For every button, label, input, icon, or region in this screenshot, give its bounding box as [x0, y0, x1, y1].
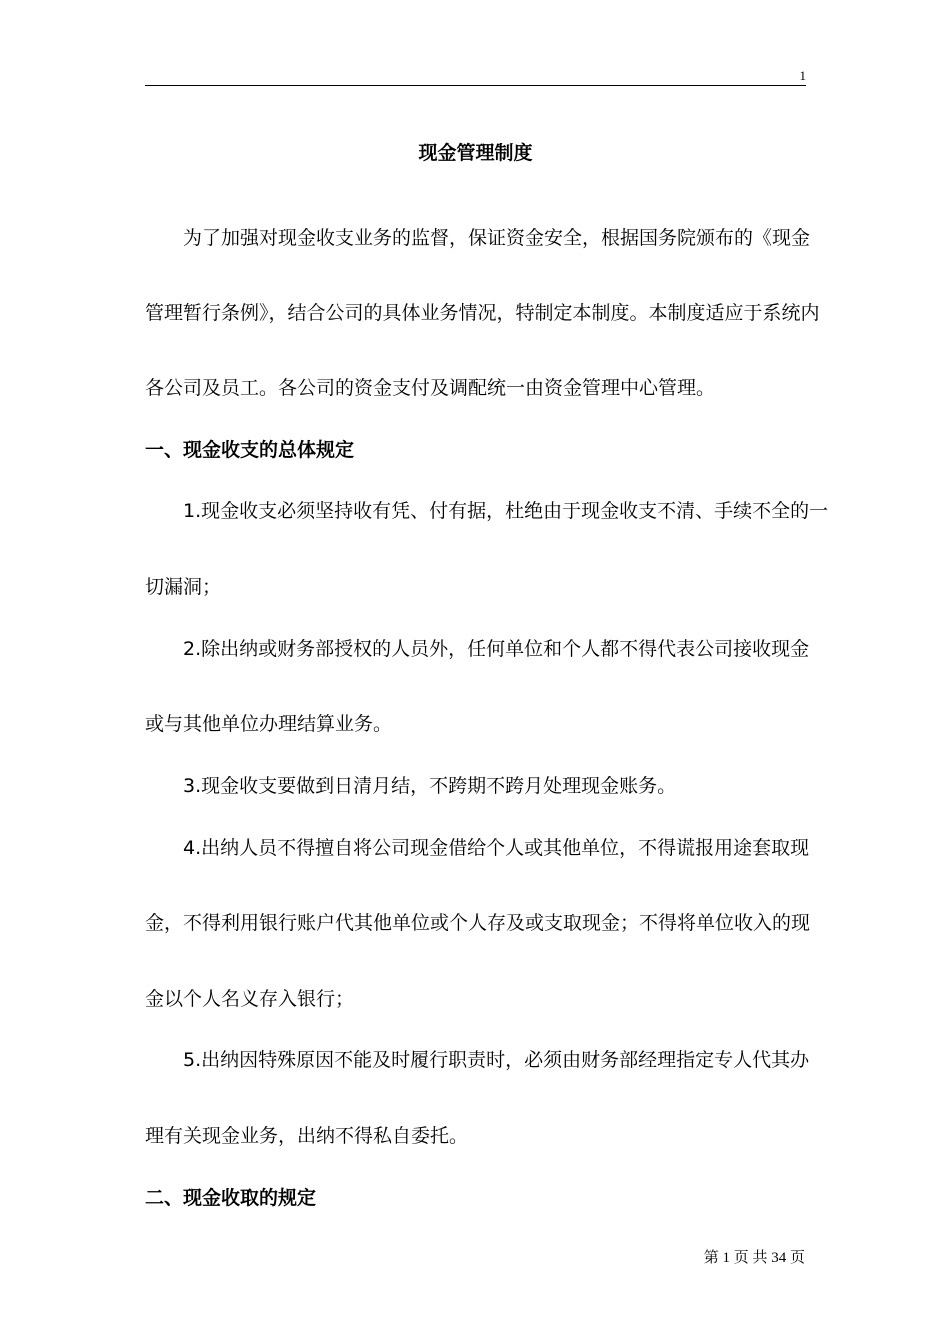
item5-line-1: 5.出纳因特殊原因不能及时履行职责时，必须由财务部经理指定专人代其办 [183, 1049, 810, 1071]
section-heading-1: 一、现金收支的总体规定 [145, 439, 355, 461]
intro-line-3: 各公司及员工。各公司的资金支付及调配统一由资金管理中心管理。 [145, 377, 716, 399]
header-rule [145, 85, 806, 86]
item1-line-2: 切漏洞； [145, 576, 222, 598]
item3-line-1: 3.现金收支要做到日清月结，不跨期不跨月处理现金账务。 [183, 775, 677, 797]
item4-line-3: 金以个人名义存入银行； [145, 988, 355, 1010]
footer-page-info: 第 1 页 共 34 页 [703, 1250, 805, 1266]
intro-line-2: 管理暂行条例》，结合公司的具体业务情况，特制定本制度。本制度适应于系统内 [145, 302, 820, 324]
item2-line-1: 2.除出纳或财务部授权的人员外，任何单位和个人都不得代表公司接收现金 [183, 638, 810, 660]
item2-line-2: 或与其他单位办理结算业务。 [145, 713, 393, 735]
item5-line-2: 理有关现金业务，出纳不得私自委托。 [145, 1125, 469, 1147]
item1-line-1: 1.现金收支必须坚持收有凭、付有据，杜绝由于现金收支不清、手续不全的一 [183, 500, 829, 522]
section-heading-2: 二、现金收取的规定 [145, 1187, 317, 1209]
item4-line-1: 4.出纳人员不得擅自将公司现金借给个人或其他单位，不得谎报用途套取现 [183, 837, 810, 859]
header-page-number: 1 [799, 68, 806, 83]
document-title: 现金管理制度 [418, 142, 533, 164]
item4-line-2: 金，不得利用银行账户代其他单位或个人存及或支取现金；不得将单位收入的现 [145, 912, 811, 934]
intro-line-1: 为了加强对现金收支业务的监督，保证资金安全，根据国务院颁布的《现金 [183, 227, 811, 249]
